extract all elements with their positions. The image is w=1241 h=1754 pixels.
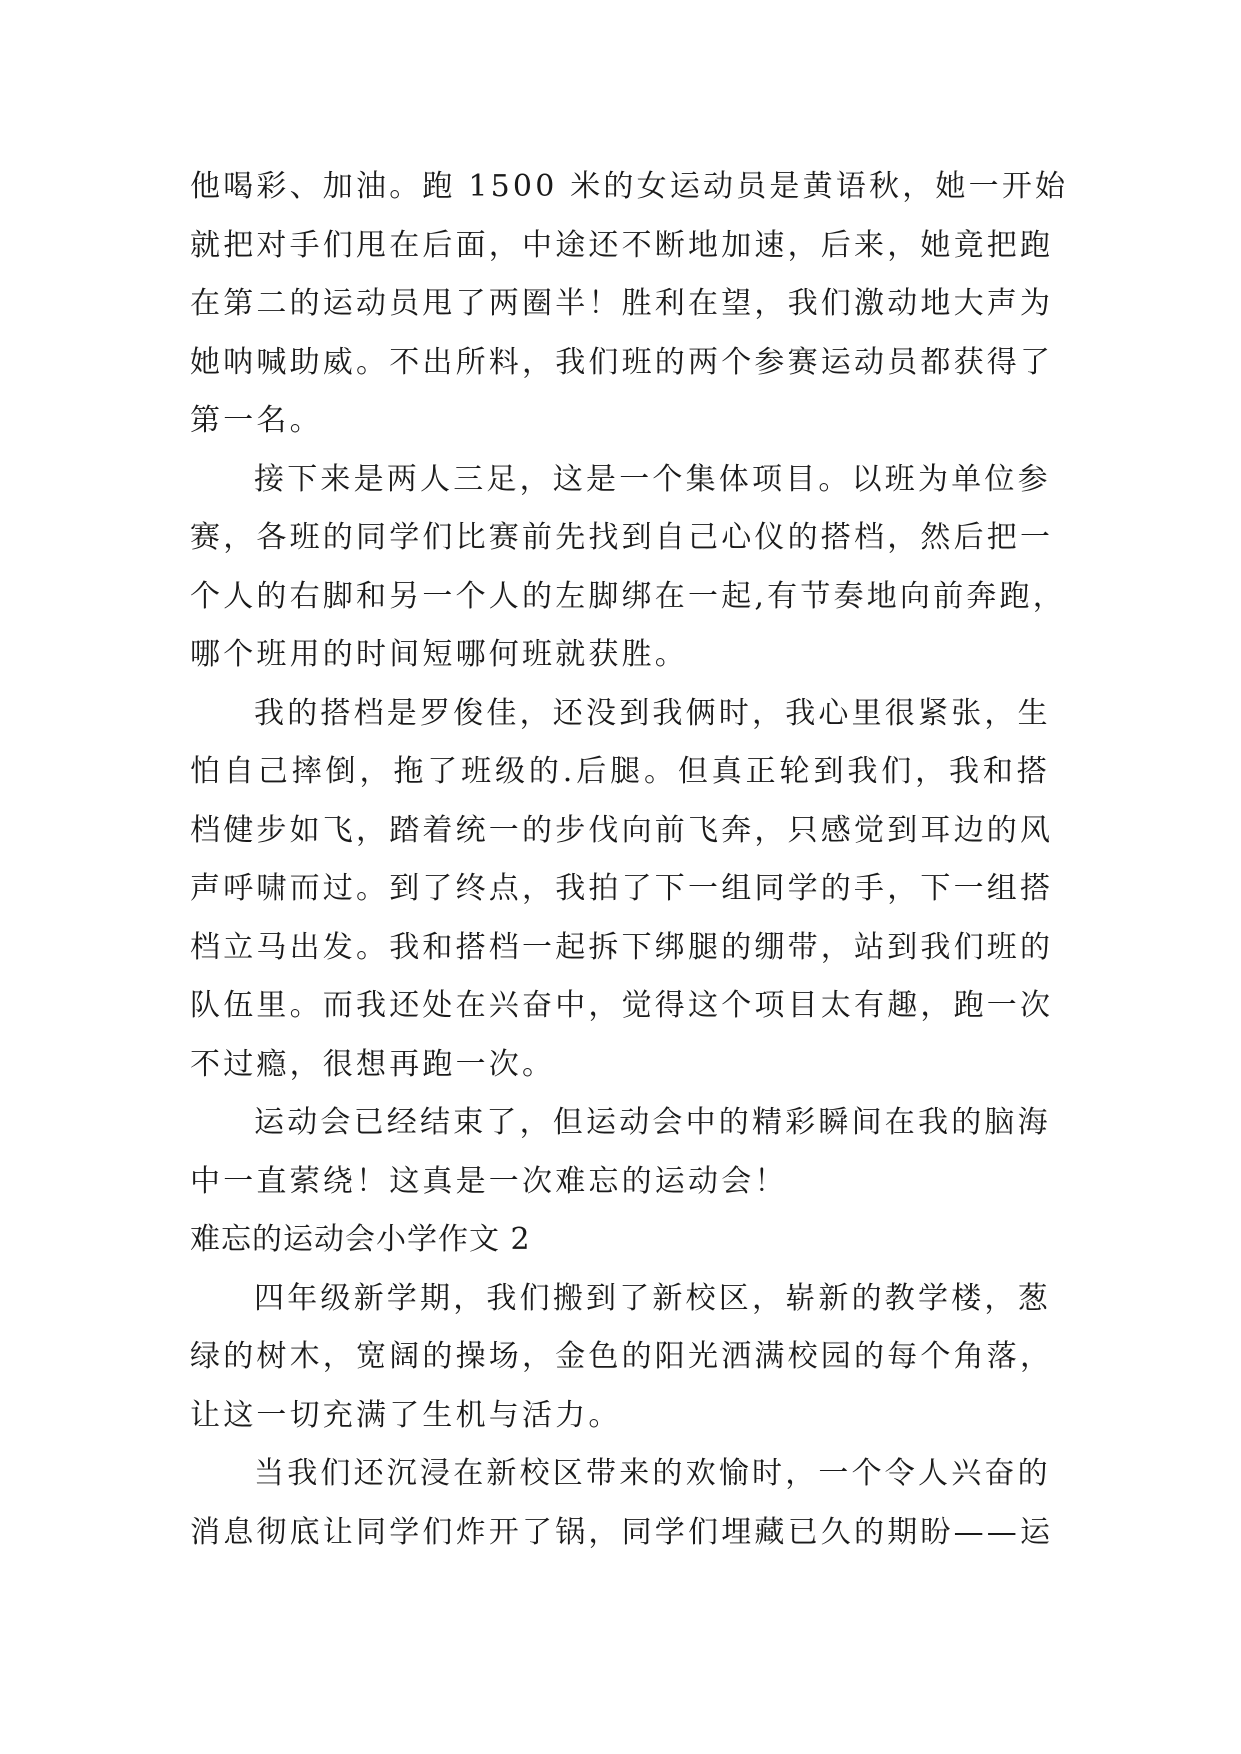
text-line: 声呼啸而过。到了终点，我拍了下一组同学的手，下一组搭 bbox=[190, 871, 1054, 906]
text-line: 档健步如飞，踏着统一的步伐向前飞奔，只感觉到耳边的风 bbox=[190, 812, 1054, 848]
paragraph-first-line: 当我们还沉浸在新校区带来的欢愉时，一个令人兴奋的 bbox=[254, 1456, 1051, 1491]
text-line: 在第二的运动员甩了两圈半！胜利在望，我们激动地大声为 bbox=[190, 286, 1054, 321]
text-line: 消息彻底让同学们炸开了锅，同学们埋藏已久的期盼——运 bbox=[190, 1514, 1054, 1550]
text-line: 队伍里。而我还处在兴奋中，觉得这个项目太有趣，跑一次 bbox=[190, 988, 1054, 1023]
text-line: 怕自己摔倒，拖了班级的.后腿。但真正轮到我们，我和搭 bbox=[190, 754, 1050, 789]
text-line: 他喝彩、加油。跑 1500 米的女运动员是黄语秋，她一开始 bbox=[190, 169, 1069, 204]
text-line: 她呐喊助威。不出所料，我们班的两个参赛运动员都获得了 bbox=[190, 344, 1054, 380]
text-line: 档立马出发。我和搭档一起拆下绑腿的绷带，站到我们班的 bbox=[190, 929, 1054, 965]
text-line: 第一名。 bbox=[190, 403, 323, 438]
paragraph-first-line: 接下来是两人三足，这是一个集体项目。以班为单位参 bbox=[254, 461, 1051, 497]
text-line: 赛，各班的同学们比赛前先找到自己心仪的搭档，然后把一 bbox=[190, 520, 1054, 555]
paragraph-first-line: 运动会已经结束了，但运动会中的精彩瞬间在我的脑海 bbox=[254, 1105, 1051, 1140]
section-heading: 难忘的运动会小学作文 2 bbox=[190, 1222, 531, 1257]
paragraph-first-line: 四年级新学期，我们搬到了新校区，崭新的教学楼，葱 bbox=[254, 1280, 1051, 1316]
document-page bbox=[190, 158, 1069, 1562]
paragraph-first-line: 我的搭档是罗俊佳，还没到我俩时，我心里很紧张，生 bbox=[254, 695, 1051, 731]
text-line: 让这一切充满了生机与活力。 bbox=[190, 1397, 622, 1433]
text-line: 不过瘾，很想再跑一次。 bbox=[190, 1046, 556, 1082]
text-line: 中一直萦绕！这真是一次难忘的运动会！ bbox=[190, 1163, 788, 1199]
text-line: 就把对手们甩在后面，中途还不断地加速，后来，她竟把跑 bbox=[190, 227, 1054, 263]
text-line: 绿的树木，宽阔的操场，金色的阳光洒满校园的每个角落， bbox=[190, 1339, 1054, 1374]
text-line: 哪个班用的时间短哪何班就获胜。 bbox=[190, 637, 688, 672]
text-line: 个人的右脚和另一个人的左脚绑在一起,有节奏地向前奔跑， bbox=[190, 578, 1066, 614]
